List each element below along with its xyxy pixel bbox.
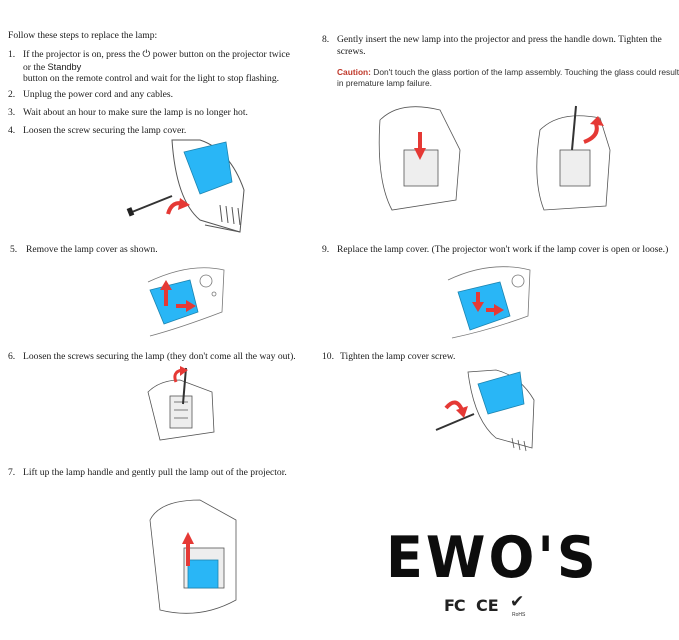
step-7-text: Lift up the lamp handle and gently pull the lamp out of the projector. (23, 467, 287, 478)
step-8-number: 8. (322, 34, 330, 45)
step-9-text: Replace the lamp cover. (The projector won't work if the lamp cover is open or loose.) (337, 244, 669, 255)
step-8-line1: Gently insert the new lamp into the projector and press the handle down. Tighten the (337, 34, 662, 45)
step-1-text-a: If the projector is on, press the (23, 49, 140, 60)
step-1-number: 1. (8, 49, 16, 60)
step-7-number: 7. (8, 467, 16, 478)
caution-line2: in premature lamp failure. (337, 78, 432, 88)
step-1-text-b: power button on the projector twice (152, 49, 290, 60)
step-2-number: 2. (8, 89, 16, 100)
step-2-text: Unplug the power cord and any cables. (23, 89, 173, 100)
screwdriver-icon (436, 414, 474, 430)
step-1-line3: button on the remote control and wait for the light to stop flashing. (23, 73, 280, 84)
checkmark-icon: ✔ (510, 592, 525, 612)
step-4-text: Loosen the screw securing the lamp cover. (23, 125, 187, 136)
fc-mark: FC (444, 596, 465, 615)
power-icon: ⏻ (142, 49, 151, 60)
standby-label: Standby (47, 62, 82, 72)
step-8-line2: screws. (337, 46, 366, 57)
step-3-number: 3. (8, 107, 16, 118)
rohs-label: RoHS (512, 612, 526, 618)
step-5-text: Remove the lamp cover as shown. (26, 244, 158, 255)
step-6-number: 6. (8, 351, 16, 362)
step-4-number: 4. (8, 125, 16, 136)
step-3-text: Wait about an hour to make sure the lamp is no longer hot. (23, 107, 248, 118)
caution-label: Caution: (337, 67, 371, 77)
step-10-text: Tighten the lamp cover screw. (340, 351, 456, 362)
step-1-or: or the (23, 62, 46, 73)
intro-text: Follow these steps to replace the lamp: (8, 30, 158, 41)
step-6-text: Loosen the screws securing the lamp (they don't come all the way out). (23, 351, 296, 362)
step-9-number: 9. (322, 244, 330, 255)
step-10-number: 10. (322, 351, 334, 362)
brand-logo: EWO'S (386, 524, 599, 591)
step-5-number: 5. (10, 244, 18, 255)
caution-line1: Don't touch the glass portion of the lamp assembly. Touching the glass could result (373, 67, 679, 77)
ce-mark: CE (476, 596, 499, 615)
